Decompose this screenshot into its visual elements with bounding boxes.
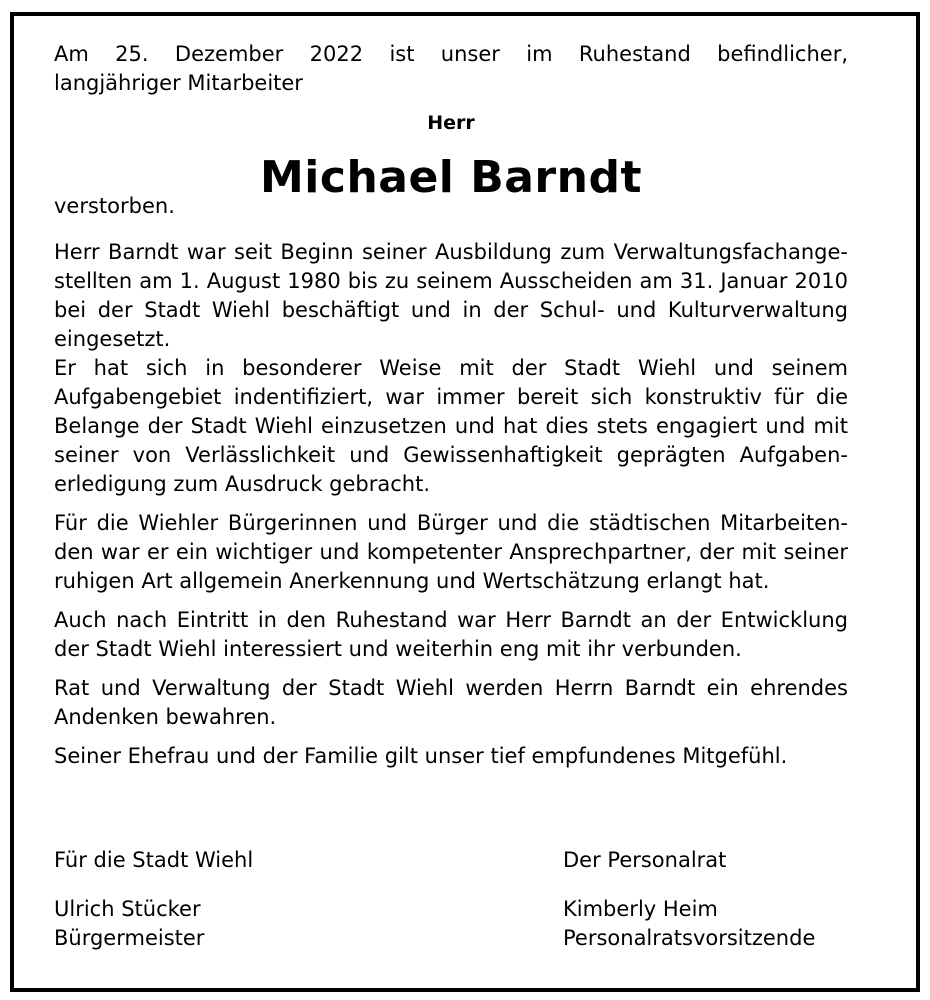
paragraph-line: Belange der Stadt Wiehl einzusetzen und hat dies stets engagiert und mit xyxy=(54,414,848,438)
verstorben-text: verstorben. xyxy=(54,194,175,218)
signature-person: Kimberly Heim xyxy=(563,897,718,921)
signature-person: Ulrich Stücker xyxy=(54,897,201,921)
paragraph-line: den war er ein wichtiger und kompetenter Ansprechpartner, der mit seiner xyxy=(54,540,848,564)
intro-text xyxy=(54,40,848,98)
paragraph-line: der Stadt Wiehl interessiert und weiterhin eng mit ihr verbunden. xyxy=(54,637,742,661)
paragraph-citizens xyxy=(54,509,848,596)
salutation: Herr xyxy=(427,112,475,134)
paragraph-condolences xyxy=(54,742,848,771)
paragraph-line: Für die Wiehler Bürgerinnen und Bürger und die städtischen Mitarbeiten- xyxy=(54,511,848,535)
paragraph-career xyxy=(54,238,848,499)
paragraph-line: Herr Barndt war seit Beginn seiner Ausbildung zum Verwaltungsfachange- xyxy=(54,240,848,264)
paragraph-line: Aufgabengebiet indentifiziert, war immer bereit sich konstruktiv für die xyxy=(54,385,848,409)
paragraph-line: eingesetzt. xyxy=(54,327,171,351)
paragraph-line: Er hat sich in besonderer Weise mit der Stadt Wiehl und seinem xyxy=(54,356,848,380)
paragraph-line: Rat und Verwaltung der Stadt Wiehl werden Herrn Barndt ein ehrendes xyxy=(54,676,848,700)
paragraph-line: ruhigen Art allgemein Anerkennung und Wertschätzung erlangt hat. xyxy=(54,569,770,593)
intro-line: Am 25. Dezember 2022 ist unser im Ruhestand befindlicher, xyxy=(54,42,848,66)
intro-line: langjähriger Mitarbeiter xyxy=(54,71,303,95)
deceased-name: Michael Barndt xyxy=(260,152,642,203)
paragraph-line: bei der Stadt Wiehl beschäftigt und in der Schul- und Kulturverwaltung xyxy=(54,298,848,322)
signature-left xyxy=(54,846,253,953)
paragraph-line: Auch nach Eintritt in den Ruhestand war Herr Barndt an der Entwicklung xyxy=(54,608,848,632)
paragraph-line: Seiner Ehefrau und der Familie gilt unser tief empfundenes Mitgefühl. xyxy=(54,744,788,768)
paragraph-line: stellten am 1. August 1980 bis zu seinem Ausscheiden am 31. Januar 2010 xyxy=(54,269,848,293)
signature-org: Für die Stadt Wiehl xyxy=(54,848,254,872)
signature-right xyxy=(563,846,815,953)
obituary-notice xyxy=(54,40,848,771)
signature-role: Bürgermeister xyxy=(54,926,205,950)
paragraph-remembrance xyxy=(54,674,848,732)
paragraph-retirement xyxy=(54,606,848,664)
paragraph-line: erledigung zum Ausdruck gebracht. xyxy=(54,472,431,496)
paragraph-line: seiner von Verlässlichkeit und Gewissenhaftigkeit geprägten Aufgaben- xyxy=(54,443,848,467)
paragraph-line: Andenken bewahren. xyxy=(54,705,277,729)
signature-org: Der Personalrat xyxy=(563,848,727,872)
signature-role: Personalratsvorsitzende xyxy=(563,926,816,950)
